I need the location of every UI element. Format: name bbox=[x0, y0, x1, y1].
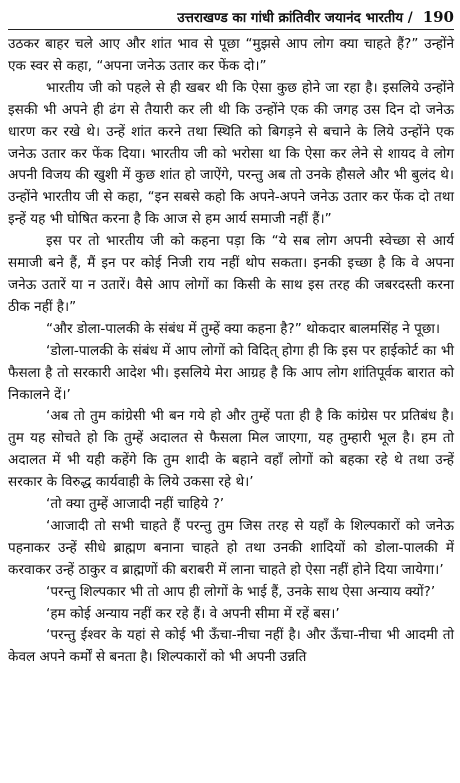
paragraph: ‘परन्तु शिल्पकार भी तो आप ही लोगों के भाई हैं, उनके साथ ऐसा अन्याय क्यों?’ bbox=[46, 583, 436, 600]
page-number: 190 bbox=[422, 8, 454, 26]
paragraph: ‘हम कोई अन्याय नहीं कर रहे हैं। वे अपनी सीमा में रहें बस।’ bbox=[46, 605, 340, 622]
paragraph: ‘डोला-पालकी के संबंध में आप लोगों को विदित् होगा ही कि इस पर हाईकोर्ट का भी फैसला है तो सरकारी आदेश भी। इसलिये मेरा आग्रह है कि आप लोग शांतिपूर्वक बारात को निकालने दें।’ bbox=[8, 342, 454, 403]
paragraph: ‘आजादी तो सभी चाहते हैं परन्तु तुम जिस तरह से यहाँ के शिल्पकारों को जनेऊ पहनाकर उन्हें सीधे ब्राह्मण बनाना चाहते हो तथा उनकी शादियों को डोला-पालकी में करवाकर उन्हें ठाकुर व ब्राह्मणों की बराबरी में लाना चाहते हो ऐसा नहीं होने दिया जायेगा।’ bbox=[8, 517, 454, 578]
paragraph: “और डोला-पालकी के संबंध में तुम्हें क्या कहना है?” थोकदार बालमसिंह ने पूछा। bbox=[46, 320, 441, 337]
book-title: उत्तराखण्ड का गांधी क्रांतिवीर जयानंद भारतीय / bbox=[177, 10, 413, 26]
paragraph: ‘तो क्या तुम्हें आजादी नहीं चाहिये ?’ bbox=[46, 496, 225, 513]
body-text bbox=[8, 34, 454, 669]
running-header bbox=[8, 8, 454, 30]
paragraph: इस पर तो भारतीय जी को कहना पड़ा कि “ये सब लोग अपनी स्वेच्छा से आर्य समाजी बने हैं, मैं इन पर कोई निजी राय नहीं थोप सकता। इनकी इच्छा है कि वे अपना जनेऊ उतारें या न उतारें। वैसे आप लोगों का किसी के साथ इस तरह की जबरदस्ती करना ठीक नहीं है।” bbox=[8, 233, 454, 315]
paragraph: भारतीय जी को पहले से ही खबर थी कि ऐसा कुछ होने जा रहा है। इसलिये उन्होंने इसकी भी अपने ही ढंग से तैयारी कर ली थी कि उन्होंने एक की जगह उस दिन दो जनेऊ धारण कर रखे थे। उन्हें शांत करने तथा स्थिति को बिगड़ने से बचाने के लिये उन्होंने एक जनेऊ उतार कर फेंक दिया। भारतीय जी को भरोसा था कि ऐसा कर लेने से शायद वे लोग अपनी विजय की खुशी में कुछ शांत हो जाऐंगे, परन्तु अब तो उनके हौसले और भी बुलंद थे। उन्होंने भारतीय जी से कहा, “इन सबसे कहो कि अपने-अपने जनेऊ उतार कर फेंक दो तथा इन्हें यह भी घोषित करना है कि आज से हम आर्य समाजी नहीं हैं।” bbox=[8, 79, 454, 228]
paragraph: ‘अब तो तुम कांग्रेसी भी बन गये हो और तुम्हें पता ही है कि कांग्रेस पर प्रतिबंध है। तुम यह सोचते हो कि तुम्हें अदालत से फैसला मिल जाएगा, यह तुम्हारी भूल है। हम तो अदालत में भी यही कहेंगे कि तुम शादी के बहाने वहाँ लोगों को बहका रहे थे तथा उन्हें सरकार के विरुद्ध कार्यवाही के लिये उकसा रहे थे।’ bbox=[8, 408, 454, 491]
paragraph: उठकर बाहर चले आए और शांत भाव से पूछा “मुझसे आप लोग क्या चाहते हैं?” उन्होंने एक स्वर से कहा, “अपना जनेऊ उतार कर फेंक दो।” bbox=[8, 36, 454, 74]
paragraph: ‘परन्तु ईश्वर के यहां से कोई भी ऊँचा-नीचा नहीं है। और ऊँचा-नीचा भी आदमी तो केवल अपने कर्मों से बनता है। शिल्पकारों को भी अपनी उन्नति bbox=[8, 627, 454, 666]
